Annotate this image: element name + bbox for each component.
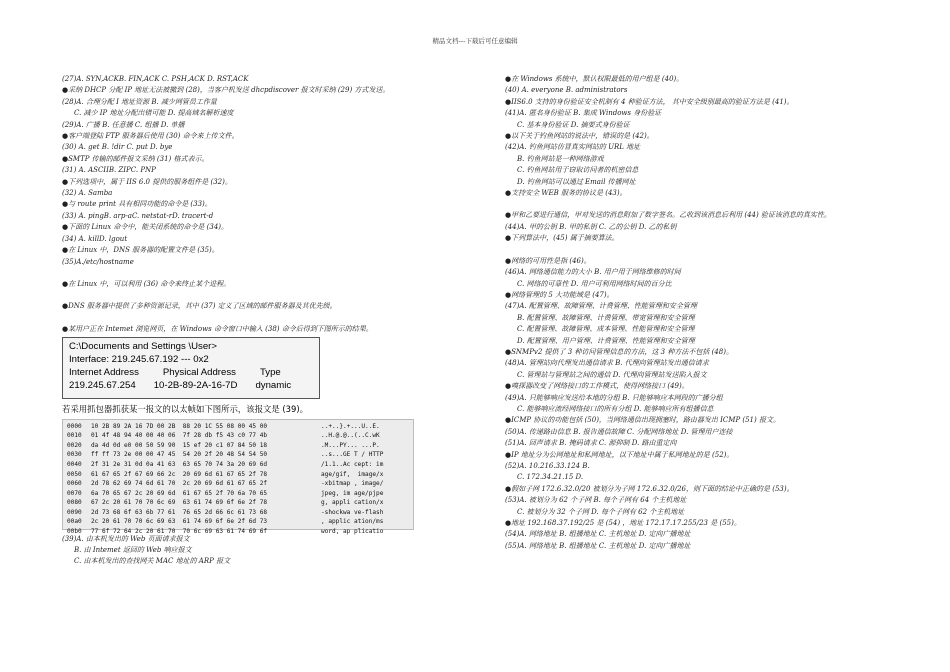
hex-ascii: jpeg, im age/pjpe [321, 489, 384, 497]
text-line: B. 配置管理、故障管理、计费管理、带宽管理和安全管理 [517, 313, 695, 322]
hex-offset: 0050 [67, 470, 82, 478]
text-line: (31) A. ASCIIB. ZIPC. PNP [62, 166, 156, 175]
hex-offset: 0070 [67, 489, 82, 497]
hex-ascii: , applic ation/ms [321, 518, 384, 526]
hex-dump [62, 419, 414, 536]
ipconfig-figure [62, 337, 472, 536]
text-line: ●下列算法中，(45) 属于摘要算法。 [505, 234, 619, 243]
hex-ascii: .M...PY... ...P. [321, 441, 380, 449]
text-line: (47)A. 配置管理、故障管理、计费管理、性能管理和安全管理 [505, 302, 697, 311]
blank-line [62, 290, 472, 301]
text-line: C. 由本机发出的查找网关 MAC 地址的 ARP 报文 [74, 557, 231, 566]
hex-offset: 0090 [67, 508, 82, 516]
text-line: (46)A. 网络通信能力的大小 B. 用户用于网络维修的时间 [505, 268, 681, 277]
left-column [62, 74, 472, 568]
text-line: C. 被划分为 32 个子网 D. 每个子网有 62 个主机地址 [517, 507, 685, 516]
text-line: C. 配置管理、故障管理、成本管理、性能管理和安全管理 [517, 325, 695, 334]
right-question-list [505, 74, 925, 552]
text-line: ●在 Windows 系统中，默认权限最低的用户组是 (40)。 [505, 75, 684, 83]
hex-caption: 若采用抓包器抓获某一报文的以太帧如下图所示，该报文是 (39)。 [62, 404, 308, 415]
hex-bytes: 2d 78 62 69 74 6d 61 70 2c 20 69 6d 61 67 65 2f [91, 480, 268, 488]
text-line: ●SMTP 传输的邮件报文采纳 (31) 格式表示。 [62, 154, 209, 163]
hex-row [67, 441, 409, 451]
hex-bytes: da 4d 0d e0 00 50 59 90 15 ef 20 c1 07 84 50 18 [91, 441, 268, 449]
hex-offset: 0010 [67, 432, 82, 440]
hex-bytes: 61 67 65 2f 67 69 66 2c 20 69 6d 61 67 65 2f 78 [91, 470, 268, 478]
text-line: C. 能够响应流经网络接口的所有分组 D. 能够响应所有组播信息 [517, 404, 714, 413]
blank-line [62, 313, 472, 324]
text-line: ●SNMPv2 提供了 3 种访问管理信息的方法，这 3 种方法不包括 (48)。 [505, 347, 733, 356]
text-line: ●IIS6.0 支持的身份验证安全机制有 4 种验证方法， 其中安全级别最高的验证方法是 (41)。 [505, 97, 794, 106]
hex-bytes: 01 4f 48 94 40 00 40 06 7f 28 db f5 43 c0 77 4b [91, 432, 268, 440]
text-line: (42)A. 钓鱼网站仿冒真实网站的 URL 地址 [505, 143, 641, 152]
arp-output-box [62, 337, 320, 399]
hex-ascii: /1.1..Ac cept: im [321, 460, 384, 468]
blank-line [62, 268, 472, 279]
text-line: ●甲和乙要进行通信，甲对发送的消息附加了数字签名。乙收到该消息后利用 (44) 验证该消息的真实性。 [505, 211, 831, 220]
arp-table-header [69, 366, 313, 379]
hex-row [67, 470, 409, 480]
hex-bytes: 6a 70 65 67 2c 20 69 6d 61 67 65 2f 70 6a 70 65 [91, 489, 268, 497]
hex-bytes: 2d 73 68 6f 63 6b 77 61 76 65 2d 66 6c 61 73 68 [91, 508, 268, 516]
text-line: C. 钓鱼网站用于窃取访问者的机密信息 [517, 166, 639, 175]
text-line: ●下面的 Linux 命令中，能关闭系统的命令是 (34)。 [62, 223, 229, 232]
hex-offset: 00a0 [67, 518, 82, 526]
text-line: ●采纳 DHCP 分配 IP 地址无法被撤到 (28)，当客户机发送 dhcpdiscover 报文时采纳 (29) 方式发送。 [62, 86, 390, 95]
text-line: ●嗅探器改变了网络接口的工作模式，使得网络接口 (49)。 [505, 382, 689, 391]
hex-offset: 0060 [67, 480, 82, 488]
text-line: B. 钓鱼网站是一种网络游戏 [517, 154, 604, 163]
text-line: C. 基本身份验证 D. 摘要式身份验证 [517, 120, 630, 129]
text-line: (50)A. 传递路由信息 B. 报告通信故障 C. 分配网络地址 D. 管理用户连接 [505, 427, 733, 436]
hex-bytes: 2c 20 61 70 70 6c 69 63 61 74 69 6f 6e 2f 6d 73 [91, 518, 268, 526]
left-question-list [62, 74, 472, 335]
text-line: (33) A. pingB. arp-aC. netstat-rD. tracert-d [62, 211, 214, 220]
text-line: (54)A. 网络地址 B. 组播地址 C. 主机地址 D. 定向广播地址 [505, 530, 691, 539]
hex-offset: 0030 [67, 451, 82, 459]
text-line: D. 配置管理、用户管理、计费管理、性能管理和安全管理 [517, 336, 695, 345]
text-line: C. 管理站与管理站之间的通信 D. 代理向管理站发送陷入报文 [517, 370, 707, 379]
hex-ascii: word, ap plicatio [321, 528, 384, 536]
text-line: (34) A. killD. lgout [62, 234, 128, 243]
blank-line [505, 199, 925, 210]
text-line: (35)A./etc/hostname [62, 257, 134, 266]
hex-bytes: 67 2c 20 61 70 70 6c 69 63 61 74 69 6f 6e 2f 78 [91, 499, 268, 507]
text-line: ●客户端登陆 FTP 服务器后使用 (30) 命令来上传文件。 [62, 132, 239, 141]
hex-ascii: -xbitmap , image/ [321, 480, 384, 488]
text-line: B. 由 Intemet 返回的 Web 响应报文 [74, 545, 192, 554]
hex-offset: 0080 [67, 499, 82, 507]
text-line: (52)A. 10.216.33.124 B. [505, 462, 590, 470]
text-line: ●在 Linux 中，可以利用 (36) 命令来终止某个进程。 [62, 279, 231, 288]
hex-row [67, 527, 409, 537]
text-line: ●IP 地址分为公网地址和私网地址，以下地址中属于私网地址的是 (52)。 [505, 450, 734, 459]
cell-type: dynamic [255, 380, 292, 392]
hex-offset: 0020 [67, 441, 82, 449]
hex-row [67, 460, 409, 470]
blank-line [505, 245, 925, 256]
hex-ascii: g, appli cation/x [321, 499, 384, 507]
hex-row [67, 479, 409, 489]
col-physical-address: Physical Address [162, 367, 236, 379]
text-line: ●支持安全 WEB 服务的协议是 (43)。 [505, 189, 627, 198]
text-line: C. 减少 IP 地址分配出错可能 D. 提高域名解析速度 [74, 109, 234, 118]
text-line: ●地址 192.168.37.192/25 是 (54) ，地址 172.17.17.255/23 是 (55)。 [505, 519, 741, 528]
text-line: (55)A. 网络地址 B. 组播地址 C. 主机地址 D. 定向广播地址 [505, 541, 691, 550]
text-line: (40) A. everyone B. administrators [505, 86, 628, 95]
left-answer-list [62, 534, 472, 568]
arp-table-row [69, 379, 313, 392]
text-line: ●DNS 服务器中提供了多种资源记录，其中 (37) 定义了区域的邮件服务器及其优先级。 [62, 302, 337, 311]
text-line: (32) A. Samba [62, 189, 113, 198]
text-line: ●网络管理的 5 大功能域是 (47)。 [505, 290, 614, 299]
text-line: (53)A. 被划分为 62 个子网 B. 每个子网有 64 个主机地址 [505, 496, 687, 505]
cell-ip: 219.245.67.254 [69, 380, 136, 392]
hex-offset: 0040 [67, 460, 82, 468]
text-line: C. 网络的可靠性 D. 用户可利用网络时间的百分比 [517, 279, 672, 288]
col-type: Type [259, 367, 281, 379]
hex-bytes: ff ff 73 2e 00 00 47 45 54 20 2f 20 48 54 54 50 [91, 451, 268, 459]
hex-bytes: 10 2B 89 2A 16 7D 00 2B 88 20 1C 55 08 00 45 00 [91, 422, 268, 430]
text-line: ●假如子网 172.6.32.0/20 被划分为子网 172.6.32.0/26，则下面的结论中正确的是 (53)。 [505, 484, 794, 493]
text-line: ●ICMP 协议的功能包括 (50)，当网络通信出现拥塞时，路由器发出 ICMP (51) 报文。 [505, 416, 780, 425]
hex-ascii: ..H.@.@..(..C.wK [321, 432, 380, 440]
hex-row [67, 489, 409, 499]
text-line: ●以下关于钓鱼网站的说法中，错误的是 (42)。 [505, 132, 654, 141]
right-column [505, 74, 925, 552]
hex-bytes: 2f 31 2e 31 0d 0a 41 63 63 65 70 74 3a 20 69 6d [91, 460, 268, 468]
hex-row [67, 450, 409, 460]
hex-ascii: -shockwa ve-flash [321, 508, 384, 516]
hex-row [67, 517, 409, 527]
text-line: (28)A. 合理分配 I 地址资源 B. 减少网管员工作量 [62, 97, 217, 106]
text-line: ●下列选项中，属于 IIS 6.0 提供的服务组件是 (32)。 [62, 177, 232, 186]
hex-offset: 00b0 [67, 528, 82, 536]
hex-row [67, 422, 409, 432]
text-line: C. 172.34.21.15 D. [517, 473, 584, 482]
hex-row [67, 431, 409, 441]
text-line: (41)A. 匿名身份验证 B. 集成 Windows 身份验证 [505, 109, 662, 118]
text-line: ●网络的可用性是指 (46)。 [505, 256, 591, 265]
cell-mac: 10-2B-89-2A-16-7D [153, 380, 238, 392]
hex-bytes: 77 6f 72 64 2c 20 61 70 70 6c 69 63 61 74 69 6f [91, 528, 268, 536]
text-line: (39)A. 由本机发出的 Web 页面请求报文 [62, 534, 190, 543]
text-line: (30) A. get B. !dir C. put D. bye [62, 143, 173, 152]
hex-offset: 0000 [67, 422, 82, 430]
text-line: (44)A. 甲的公钥 B. 甲的私钥 C. 乙的公钥 D. 乙的私钥 [505, 222, 677, 231]
interface-line: Interface: 219.245.67.192 --- 0x2 [69, 354, 209, 366]
col-internet-address: Internet Address [69, 367, 139, 379]
hex-ascii: age/gif, image/x [321, 470, 384, 478]
page-header: 精品文档---下载后可任意编辑 [432, 37, 518, 45]
text-line: (51)A. 回声请求 B. 掩码请求 C. 源抑制 D. 路由重定向 [505, 439, 677, 448]
text-line: ●某用户正在 Intemet 浏览网页，在 Windows 命令窗口中输入 (38) 命令后得到下图所示的结果。 [62, 324, 373, 333]
hex-ascii: ..s...GE T / HTTP [321, 451, 384, 459]
text-line: ●与 route print 具有相同功能的命令是 (33)。 [62, 200, 212, 209]
text-line: D. 钓鱼网站可以通过 Email 传播网址 [517, 177, 636, 186]
text-line: ●在 Linux 中，DNS 服务器的配置文件是 (35)。 [62, 246, 219, 255]
hex-ascii: ..+..}.+...U..E. [321, 422, 380, 430]
text-line: (29)A. 广播 B. 任意播 C. 组播 D. 单播 [62, 120, 185, 129]
text-line: (49)A. 只能够响应发送给本地的分组 B. 只能够响应本网段的广播分组 [505, 393, 723, 402]
hex-row [67, 508, 409, 518]
text-line: (27)A. SYN,ACKB. FIN,ACK C. PSH,ACK D. RST,ACK [62, 75, 249, 83]
hex-row [67, 498, 409, 508]
cmd-prompt-line: C:\Documents and Settings \User> [69, 341, 217, 353]
text-line: (48)A. 管理站向代理发出通信请求 B. 代理向管理站发出通信请求 [505, 359, 709, 368]
